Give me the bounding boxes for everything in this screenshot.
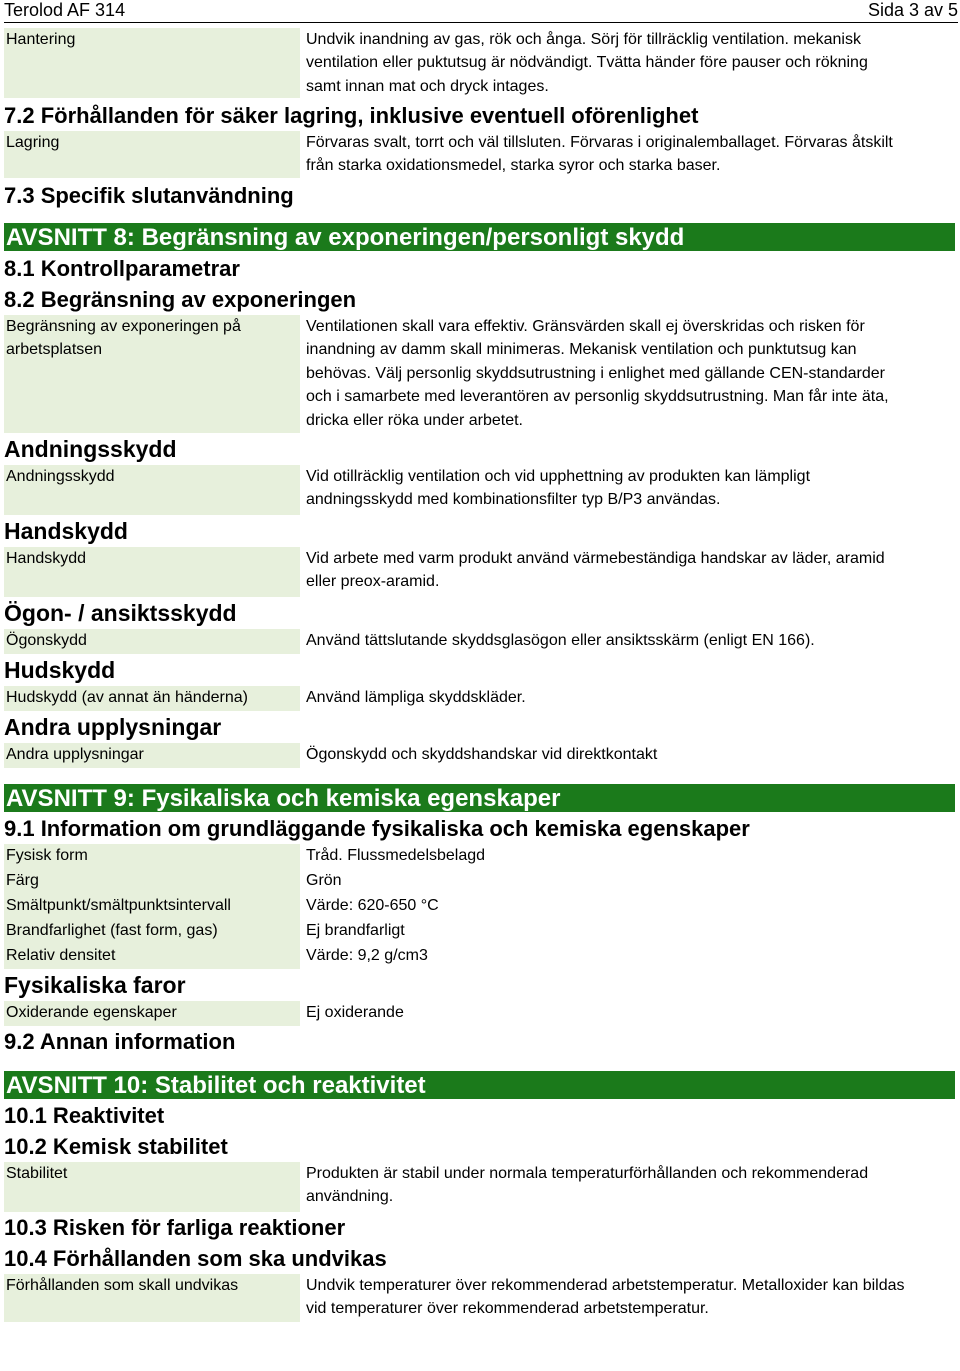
field-value: Ej oxiderande [306,1004,404,1021]
subsection-heading: 10.4 Förhållanden som ska undvikas [4,1246,387,1271]
product-title: Terolod AF 314 [4,0,126,20]
field-row-hand [0,547,960,597]
group-heading: Ögon- / ansiktsskydd [4,600,237,626]
subsection-heading: 10.2 Kemisk stabilitet [4,1134,228,1159]
field-value: Vid arbete med varm produkt använd värmebeständiga handskar av läder, aramid eller preox-aramid. [306,550,885,591]
field-label: Andra upplysningar [4,743,300,768]
field-value: Förvaras svalt, torrt och väl tillsluten. Förvaras i originalemballaget. Förvaras åtskilt från starka oxidationsmedel, starka syror och starka baser. [306,134,893,175]
group-heading: Handskydd [4,518,128,544]
field-row-undvikas [0,1274,960,1322]
subsection-heading: 10.1 Reaktivitet [4,1103,165,1128]
field-label: Färg [4,869,300,894]
field-value: Tråd. Flussmedelsbelagd [306,847,486,864]
page-header [4,0,958,23]
field-label: Ögonskydd [4,629,300,654]
field-label: Stabilitet [4,1162,300,1212]
field-row [0,844,960,869]
field-row-arbetsplats [0,315,960,433]
field-value: Ögonskydd och skyddshandskar vid direktkontakt [306,746,658,763]
field-value: Använd tättslutande skyddsglasögon eller ansiktsskärm (enligt EN 166). [306,632,815,649]
group-heading: Hudskydd [4,657,116,683]
field-value: Undvik temperaturer över rekommenderad arbetstemperatur. Metalloxider kan bildas vid temperaturer över rekommenderad arbetstemperatur. [306,1277,905,1318]
subsection-heading: 9.2 Annan information [4,1029,236,1054]
field-value: Produkten är stabil under normala temperaturförhållanden och rekommenderad användning. [306,1165,869,1206]
field-label: Hudskydd (av annat än händerna) [4,686,300,711]
section-bar: AVSNITT 9: Fysikaliska och kemiska egenskaper [4,784,955,812]
field-label: Lagring [4,131,300,178]
group-heading: Andra upplysningar [4,714,222,740]
field-row [0,919,960,944]
field-row-oxid [0,1001,960,1026]
subsection-heading: 9.1 Information om grundläggande fysikaliska och kemiska egenskaper [4,816,750,841]
document-body [0,28,960,1322]
field-label: Brandfarlighet (fast form, gas) [4,919,300,944]
subsection-heading: 7.3 Specifik slutanvändning [4,183,294,208]
field-value: Värde: 620-650 °C [306,897,439,914]
field-row-stabilitet [0,1162,960,1212]
group-heading: Andningsskydd [4,436,177,462]
field-label: Fysisk form [4,844,300,869]
field-value: Ventilationen skall vara effektiv. Gränsvärden skall ej överskridas och risken för inandning av damm skall minimeras. Mekanisk ventilation och punktutsug kan behövas. Välj personlig skyddsutrustning i enlighet med gällande CEN-standarder och i samarbete med leverantören av personlig skyddsutrustning. Man får inte äta, dricka eller röka under arbetet. [306,318,889,429]
subsection-heading: 8.2 Begränsning av exponeringen [4,287,357,312]
field-label: Relativ densitet [4,944,300,969]
subsection-heading: 10.3 Risken för farliga reaktioner [4,1215,346,1240]
field-row-andning [0,465,960,515]
field-value: Undvik inandning av gas, rök och ånga. Sörj för tillräcklig ventilation. mekanisk ventilation eller puktutsug är nödvändigt. Tvätta händer före pauser och rökning samt innan mat och dryck intages. [306,31,868,95]
field-value: Vid otillräcklig ventilation och vid upphettning av produkten kan lämpligt andningsskydd med kombinationsfilter typ B/P3 användas. [306,468,811,509]
section-bar: AVSNITT 8: Begränsning av exponeringen/personligt skydd [4,223,955,251]
field-label: Förhållanden som skall undvikas [4,1274,300,1322]
field-label: Andningsskydd [4,465,300,515]
field-label: Hantering [4,28,300,98]
section-bar: AVSNITT 10: Stabilitet och reaktivitet [4,1071,955,1099]
field-value: Grön [306,872,342,889]
page-number: Sida 3 av 5 [867,0,958,20]
field-label: Begränsning av exponeringen på arbetsplatsen [4,315,300,433]
field-value: Använd lämpliga skyddskläder. [306,689,526,706]
field-row [0,944,960,969]
field-label: Smältpunkt/smältpunktsintervall [4,894,300,919]
field-row [0,869,960,894]
field-row-hud [0,686,960,711]
field-value: Värde: 9,2 g/cm3 [306,947,428,964]
field-row-ogon [0,629,960,654]
field-label: Handskydd [4,547,300,597]
field-row-andra [0,743,960,768]
field-label: Oxiderande egenskaper [4,1001,300,1026]
subsection-heading: 8.1 Kontrollparametrar [4,256,240,281]
subsection-heading: 7.2 Förhållanden för säker lagring, inklusive eventuell oförenlighet [4,103,699,128]
field-row-lagring [0,131,960,178]
field-row [0,894,960,919]
group-heading: Fysikaliska faror [4,972,186,998]
field-value: Ej brandfarligt [306,922,405,939]
field-row-hantering [0,28,960,98]
